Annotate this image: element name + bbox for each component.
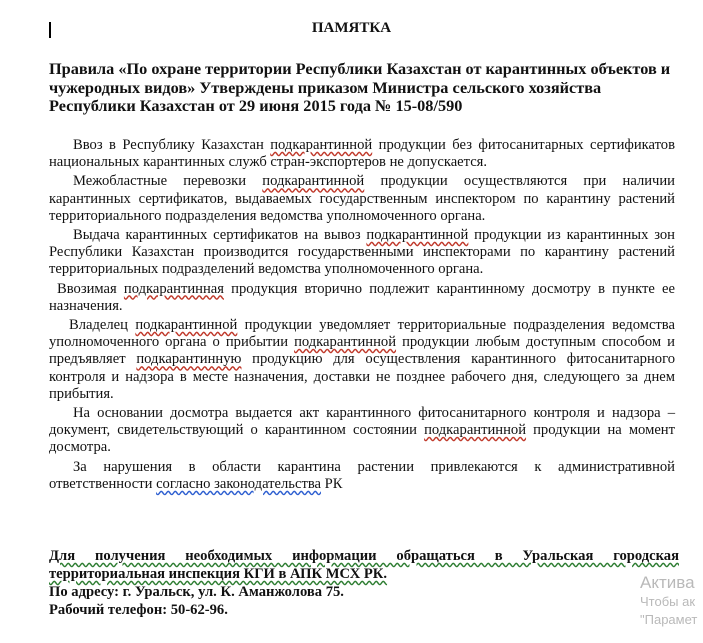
contact-address: По адресу: г. Уральск, ул. К. Аманжолова 75.: [49, 584, 344, 600]
paragraph-inspection: Ввозимая подкарантинная продукция вторично подлежит карантинному досмотру в пункте ее назначения.: [49, 280, 675, 314]
spellcheck-word: подкарантинной: [424, 422, 527, 439]
spellcheck-word: подкарантинной: [294, 334, 397, 351]
body-text: [49, 137, 675, 495]
paragraph-interregional: Межобластные перевозки подкарантинной продукции осуществляются при наличии карантинных сертификатов, выдаваемых государственным инспектором по карантину растений территориального подразделения ведомства уполномоченного органа.: [49, 173, 675, 224]
spellcheck-word: подкарантинной: [270, 137, 373, 153]
grammar-phrase: согласно законодательства: [156, 475, 321, 492]
paragraph-act: На основании досмотра выдается акт карантинного фитосанитарного контроля и надзора – документ, свидетельствующий о карантинном состоянии подкарантинной продукции на момент досмотра.: [49, 405, 675, 456]
spellcheck-word: подкарантинной: [262, 173, 365, 190]
activation-watermark: Актива Чтобы ак "Парамет: [640, 573, 698, 627]
contact-phone: Рабочий телефон: 50-62-96.: [49, 602, 228, 618]
spellcheck-word: подкарантинная: [123, 280, 224, 297]
page-title: ПАМЯТКА: [311, 20, 392, 36]
paragraph-liability: За нарушения в области карантина растении привлекаются к административной ответственности согласно законодательства РК: [49, 458, 675, 492]
contact-block: [49, 547, 679, 619]
contact-info-line: Для получения необходимых информации обращаться в Уральская городская территориальная инспекция КГИ в АПК МСХ РК.: [49, 548, 679, 582]
spellcheck-word: подкарантинной: [135, 317, 238, 334]
spellcheck-word: подкарантинную: [136, 351, 242, 368]
paragraph-certificates: Выдача карантинных сертификатов на вывоз подкарантинной продукции из карантинных зон Республики Казахстан производится государственными инспекторами по карантину растений территориальных подразделений ведомства уполномоченного органа.: [49, 227, 675, 278]
paragraph-import: Ввоз в Республику Казахстан подкарантинной продукции без фитосанитарных сертификатов национальных карантинных служб стран-экспортеров не допускается.: [49, 137, 675, 171]
spellcheck-word: подкарантинной: [366, 227, 469, 244]
rules-heading: Правила «По охране территории Республики Казахстан от карантинных объектов и чужеродных видов» Утверждены приказом Министра сельского хозяйства Республики Казахстан от 29 июня 2015 года № 15-08/590: [49, 59, 671, 115]
paragraph-owner: Владелец подкарантинной продукции уведомляет территориальные подразделения ведомства уполномоченного органа о прибытии подкарантинной продукции любым доступным способом и предъявляет подкарантинную продукцию для осуществления карантинного фитосанитарного контроля и надзора в месте назначения, доставки не позднее рабочего дня, следующего за днем прибытия.: [49, 317, 676, 402]
